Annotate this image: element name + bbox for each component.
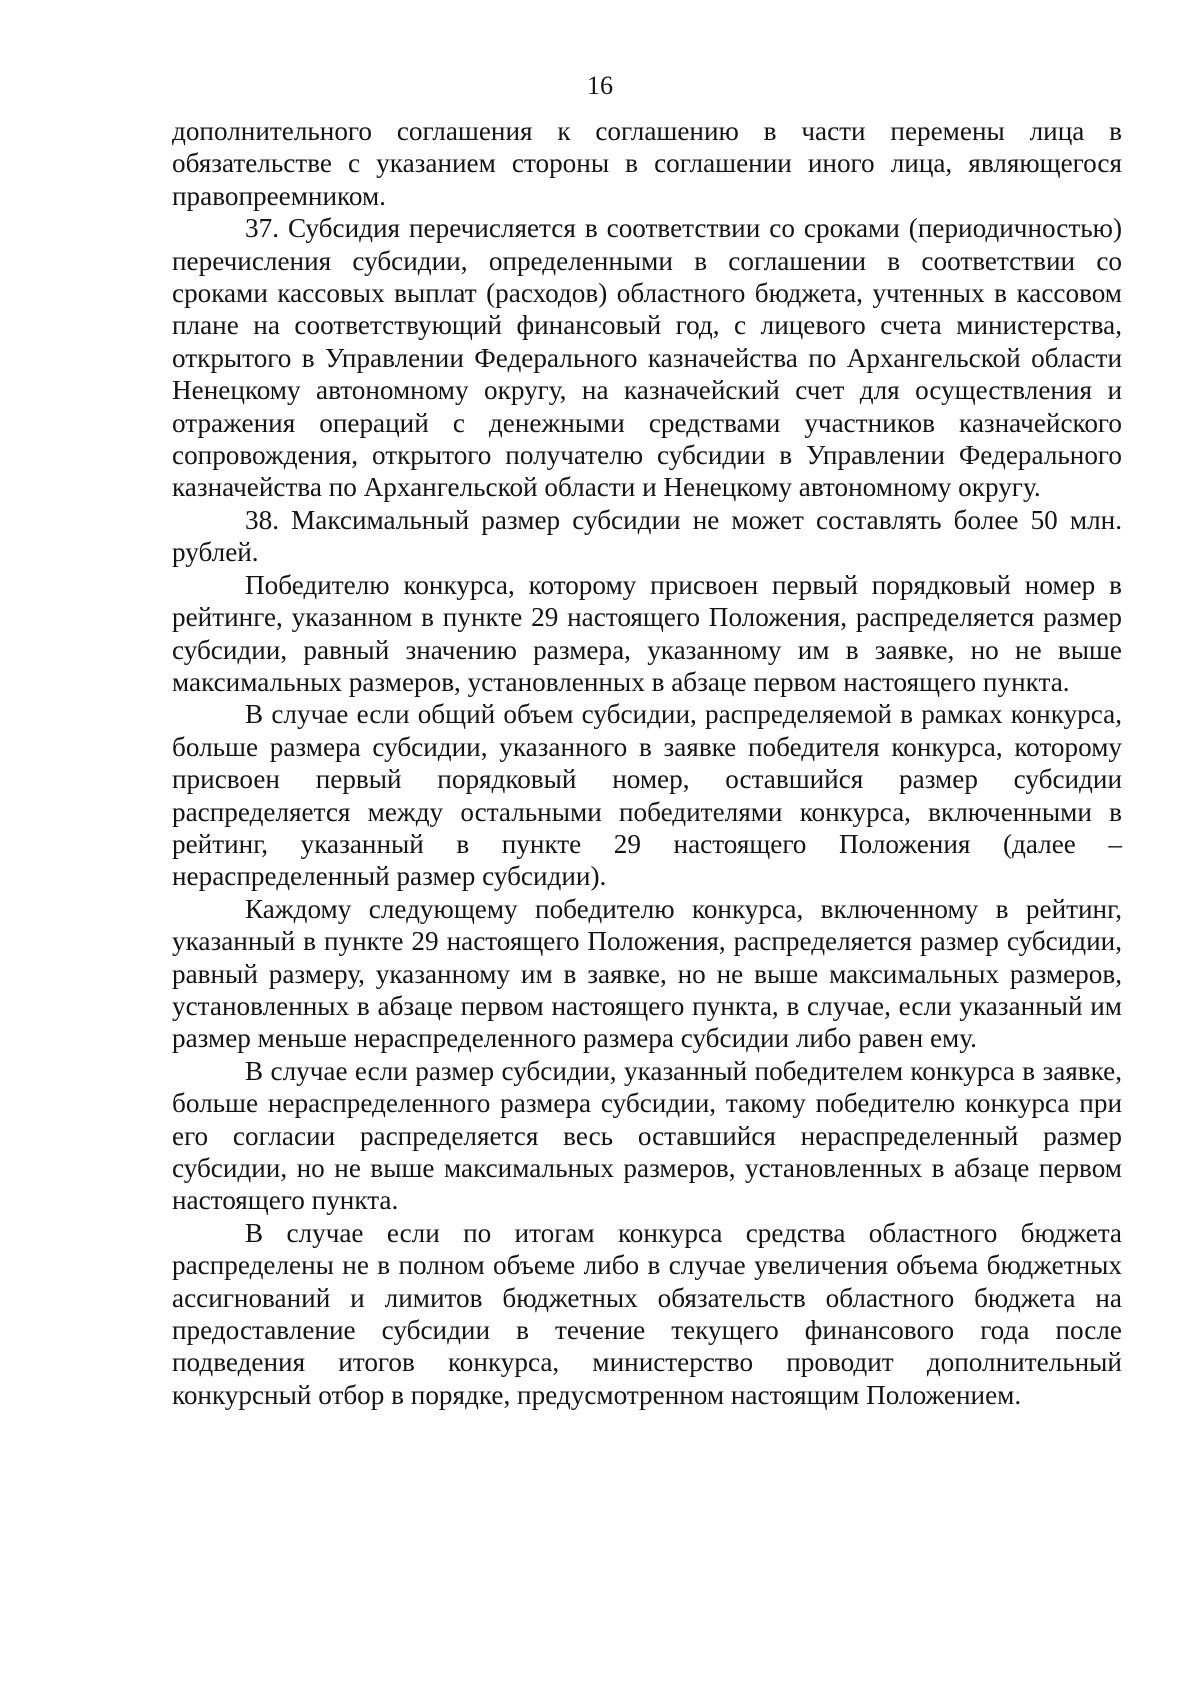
paragraph-greater-request: В случае если размер субсидии, указанный победителем конкурса в заявке, больше нераспределенного размера субсидии, такому победителю конкурса при его согласии распределяется весь оставшийся нераспределенный размер субсидии, но не выше максимальных размеров, установленных в абзаце первом настоящего пункта. xyxy=(172,1055,1122,1216)
paragraph-remaining-distribution: В случае если общий объем субсидии, распределяемой в рамках конкурса, больше размера субсидии, указанного в заявке победителя конкурса, которому присвоен первый порядковый номер, оставшийся размер субсидии распределяется между остальными победителями конкурса, включенными в рейтинг, указанный в пункте 29 настоящего Положения (далее – нераспределенный размер субсидии). xyxy=(172,699,1122,892)
page-number: 16 xyxy=(587,71,613,100)
paragraph-item-37: 37. Субсидия перечисляется в соответствии со сроками (периодичностью) перечисления субсидии, определенными в соглашении в соответствии со сроками кассовых выплат (расходов) областного бюджета, учтенных в кассовом плане на соответствующий финансовый год, с лицевого счета министерства, открытого в Управлении Федерального казначейства по Архангельской области Ненецкому автономному округу, на казначейский счет для осуществления и отражения операций с денежными средствами участников казначейского сопровождения, открытого получателю субсидии в Управлении Федерального казначейства по Архангельской области и Ненецкому автономному округу. xyxy=(172,213,1122,503)
paragraph-next-winner: Каждому следующему победителю конкурса, включенному в рейтинг, указанный в пункте 29 настоящего Положения, распределяется размер субсидии, равный размеру, указанному им в заявке, но не выше максимальных размеров, установленных в абзаце первом настоящего пункта, в случае, если указанный им размер меньше нераспределенного размера субсидии либо равен ему. xyxy=(172,893,1122,1054)
paragraph-additional-selection: В случае если по итогам конкурса средства областного бюджета распределены не в полном объеме либо в случае увеличения объема бюджетных ассигнований и лимитов бюджетных обязательств областного бюджета на предоставление субсидии в течение текущего финансового года после подведения итогов конкурса, министерство проводит дополнительный конкурсный отбор в порядке, предусмотренном настоящим Положением. xyxy=(172,1217,1122,1410)
paragraph-item-38: 38. Максимальный размер субсидии не может составлять более 50 млн. рублей. xyxy=(172,504,1122,568)
document-body xyxy=(172,115,1122,1411)
paragraph-continuation: дополнительного соглашения к соглашению в части перемены лица в обязательстве с указанием стороны в соглашении иного лица, являющегося правопреемником. xyxy=(172,116,1122,211)
paragraph-first-winner: Победителю конкурса, которому присвоен первый порядковый номер в рейтинге, указанном в пункте 29 настоящего Положения, распределяется размер субсидии, равный значению размера, указанному им в заявке, но не выше максимальных размеров, установленных в абзаце первом настоящего пункта. xyxy=(172,569,1122,697)
